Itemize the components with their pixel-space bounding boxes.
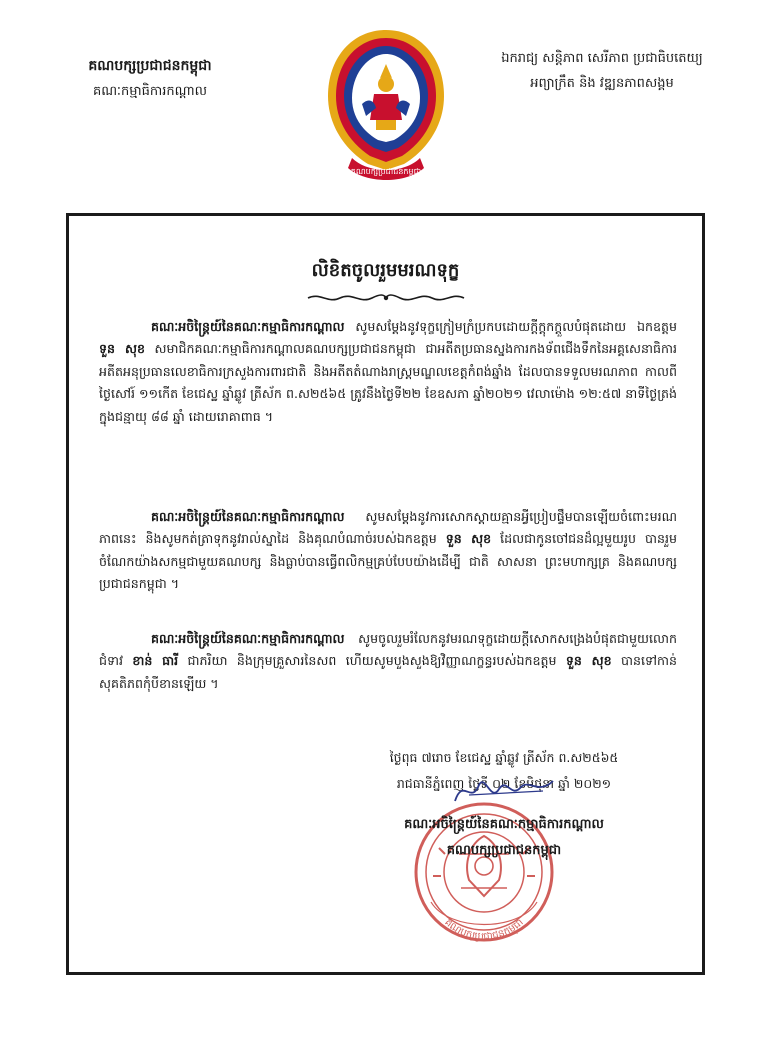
motto-line-1: ឯករាជ្យ សន្តិភាព សេរីភាព ប្រជាធិបតេយ្យ bbox=[501, 51, 703, 66]
deceased-name: ទួន សុខ bbox=[445, 531, 492, 547]
deceased-name: ទួន សុខ bbox=[565, 653, 612, 669]
party-header bbox=[40, 56, 260, 102]
logo-caption: គណបក្សប្រជាជនកម្ពុជា bbox=[350, 167, 422, 176]
party-logo bbox=[322, 24, 450, 190]
paragraph-2-text-b: ដែលជាកូនចៅជនដ៏ល្អមួយរូប បានរួមចំណែកយ៉ាងសកម្មជាមួយគណបក្ស និងធ្លាប់បានធ្វើពលិកម្មគ្រប់បែបយ៉ាងដើម្បី ជាតិ សាសនា ព្រះមហាក្សត្រ និងគណបក្សប្រជាជនកម្ពុជា ។ bbox=[99, 531, 677, 592]
paragraph-3-text-b: ជាភរិយា និងក្រុមគ្រួសារនៃសព ហើយសូមបួងសួងឱ្យវិញ្ញាណក្ខន្ធរបស់ឯកឧត្តម bbox=[178, 653, 566, 669]
national-motto bbox=[462, 50, 742, 94]
paragraph-condolence bbox=[99, 316, 677, 428]
committee-name: គណៈកម្មាធិការកណ្តាល bbox=[92, 84, 208, 99]
paragraph-1-text-b: សមាជិកគណៈកម្មាធិការកណ្តាលគណបក្សប្រជាជនកម្ពុជា ជាអតីតប្រធានស្នងការកងទ័ពជើងទឹកនៃអគ្គសេនាធិការ អតីតអនុប្រធានលេខាធិការក្រសួងការពារជាតិ និងអតីតតំណាងរាស្ត្រមណ្ឌលខេត្តកំពង់ឆ្នាំង ដែលបានទទួលមរណភាព កាលពីថ្ងៃសៅរ៍ ១១កើត ខែជេស្ឋ ឆ្នាំឆ្លូវ ត្រីស័ក ព.ស២៥៦៥ ត្រូវនឹងថ្ងៃទី២២ ខែឧសភា ឆ្នាំ២០២១ វេលាម៉ោង ១២:៥៧ នាទីថ្ងៃត្រង់ ក្នុងជន្មាយុ ៨៨ ឆ្នាំ ដោយរោគាពាធ ។ bbox=[99, 341, 678, 424]
committee-lead: គណៈអចិន្ត្រៃយ៍នៃគណៈកម្មាធិការកណ្តាល bbox=[151, 509, 345, 524]
place-date: រាជធានីភ្នំពេញ ថ្ងៃទី ០២ ខែមិថុនា ឆ្នាំ ២០២១ bbox=[396, 776, 612, 791]
paragraph-sympathy bbox=[99, 628, 677, 695]
signatory-party: គណបក្សប្រជាជនកម្ពុជា bbox=[446, 843, 562, 858]
title-ornament-icon bbox=[306, 290, 466, 306]
letter-frame bbox=[66, 213, 705, 975]
paragraph-tribute bbox=[99, 506, 677, 596]
signatory-committee: គណៈអចិន្ត្រៃយ៍នៃគណៈកម្មាធិការកណ្តាល bbox=[404, 817, 604, 832]
seal-text: គណបក្សប្រជាជនកម្ពុជា bbox=[442, 917, 526, 943]
committee-lead: គណៈអចិន្ត្រៃយ៍នៃគណៈកម្មាធិការកណ្តាល bbox=[151, 319, 345, 334]
motto-line-2: អព្យាក្រឹត និង វឌ្ឍនភាពសង្គម bbox=[530, 76, 674, 91]
paragraph-3-text-c: បានទៅកាន់សុគតិភពកុំបីខានឡើយ ។ bbox=[99, 653, 678, 691]
committee-lead: គណៈអចិន្ត្រៃយ៍នៃគណៈកម្មាធិការកណ្តាល bbox=[151, 631, 345, 646]
widow-name: ខាន់ ធារី bbox=[132, 653, 179, 669]
deceased-name: ទួន សុខ bbox=[99, 341, 145, 357]
handwritten-signature bbox=[449, 771, 559, 811]
paragraph-3-text-a: សូមចូលរួមរំលែកនូវមរណទុក្ខដោយក្តីសោកសង្រេងបំផុតជាមួយលោកជំទាវ bbox=[99, 631, 677, 669]
party-name: គណបក្សប្រជាជនកម្ពុជា bbox=[88, 58, 212, 74]
paragraph-1-text-a: សូមសម្តែងនូវទុក្ខក្រៀមក្រំប្រកបដោយក្តីក្តុកក្តួលបំផុតដោយ ឯកឧត្តម bbox=[344, 319, 677, 334]
lunar-date: ថ្ងៃពុធ ៧រោច ខែជេស្ឋ ឆ្នាំឆ្លូវ ត្រីស័ក ព.ស២៥៦៥ bbox=[389, 750, 619, 765]
paragraph-2-text-a: សូមសម្តែងនូវការសោកស្តាយគ្មានអ្វីប្រៀបផ្ទឹមបានឡើយចំពោះមរណភាពនេះ និងសូមកត់ត្រាទុកនូវរាល់ស្នាដៃ និងគុណបំណាច់របស់ឯកឧត្តម bbox=[99, 509, 677, 547]
letter-title: លិខិតចូលរួមមរណទុក្ខ bbox=[311, 260, 460, 281]
